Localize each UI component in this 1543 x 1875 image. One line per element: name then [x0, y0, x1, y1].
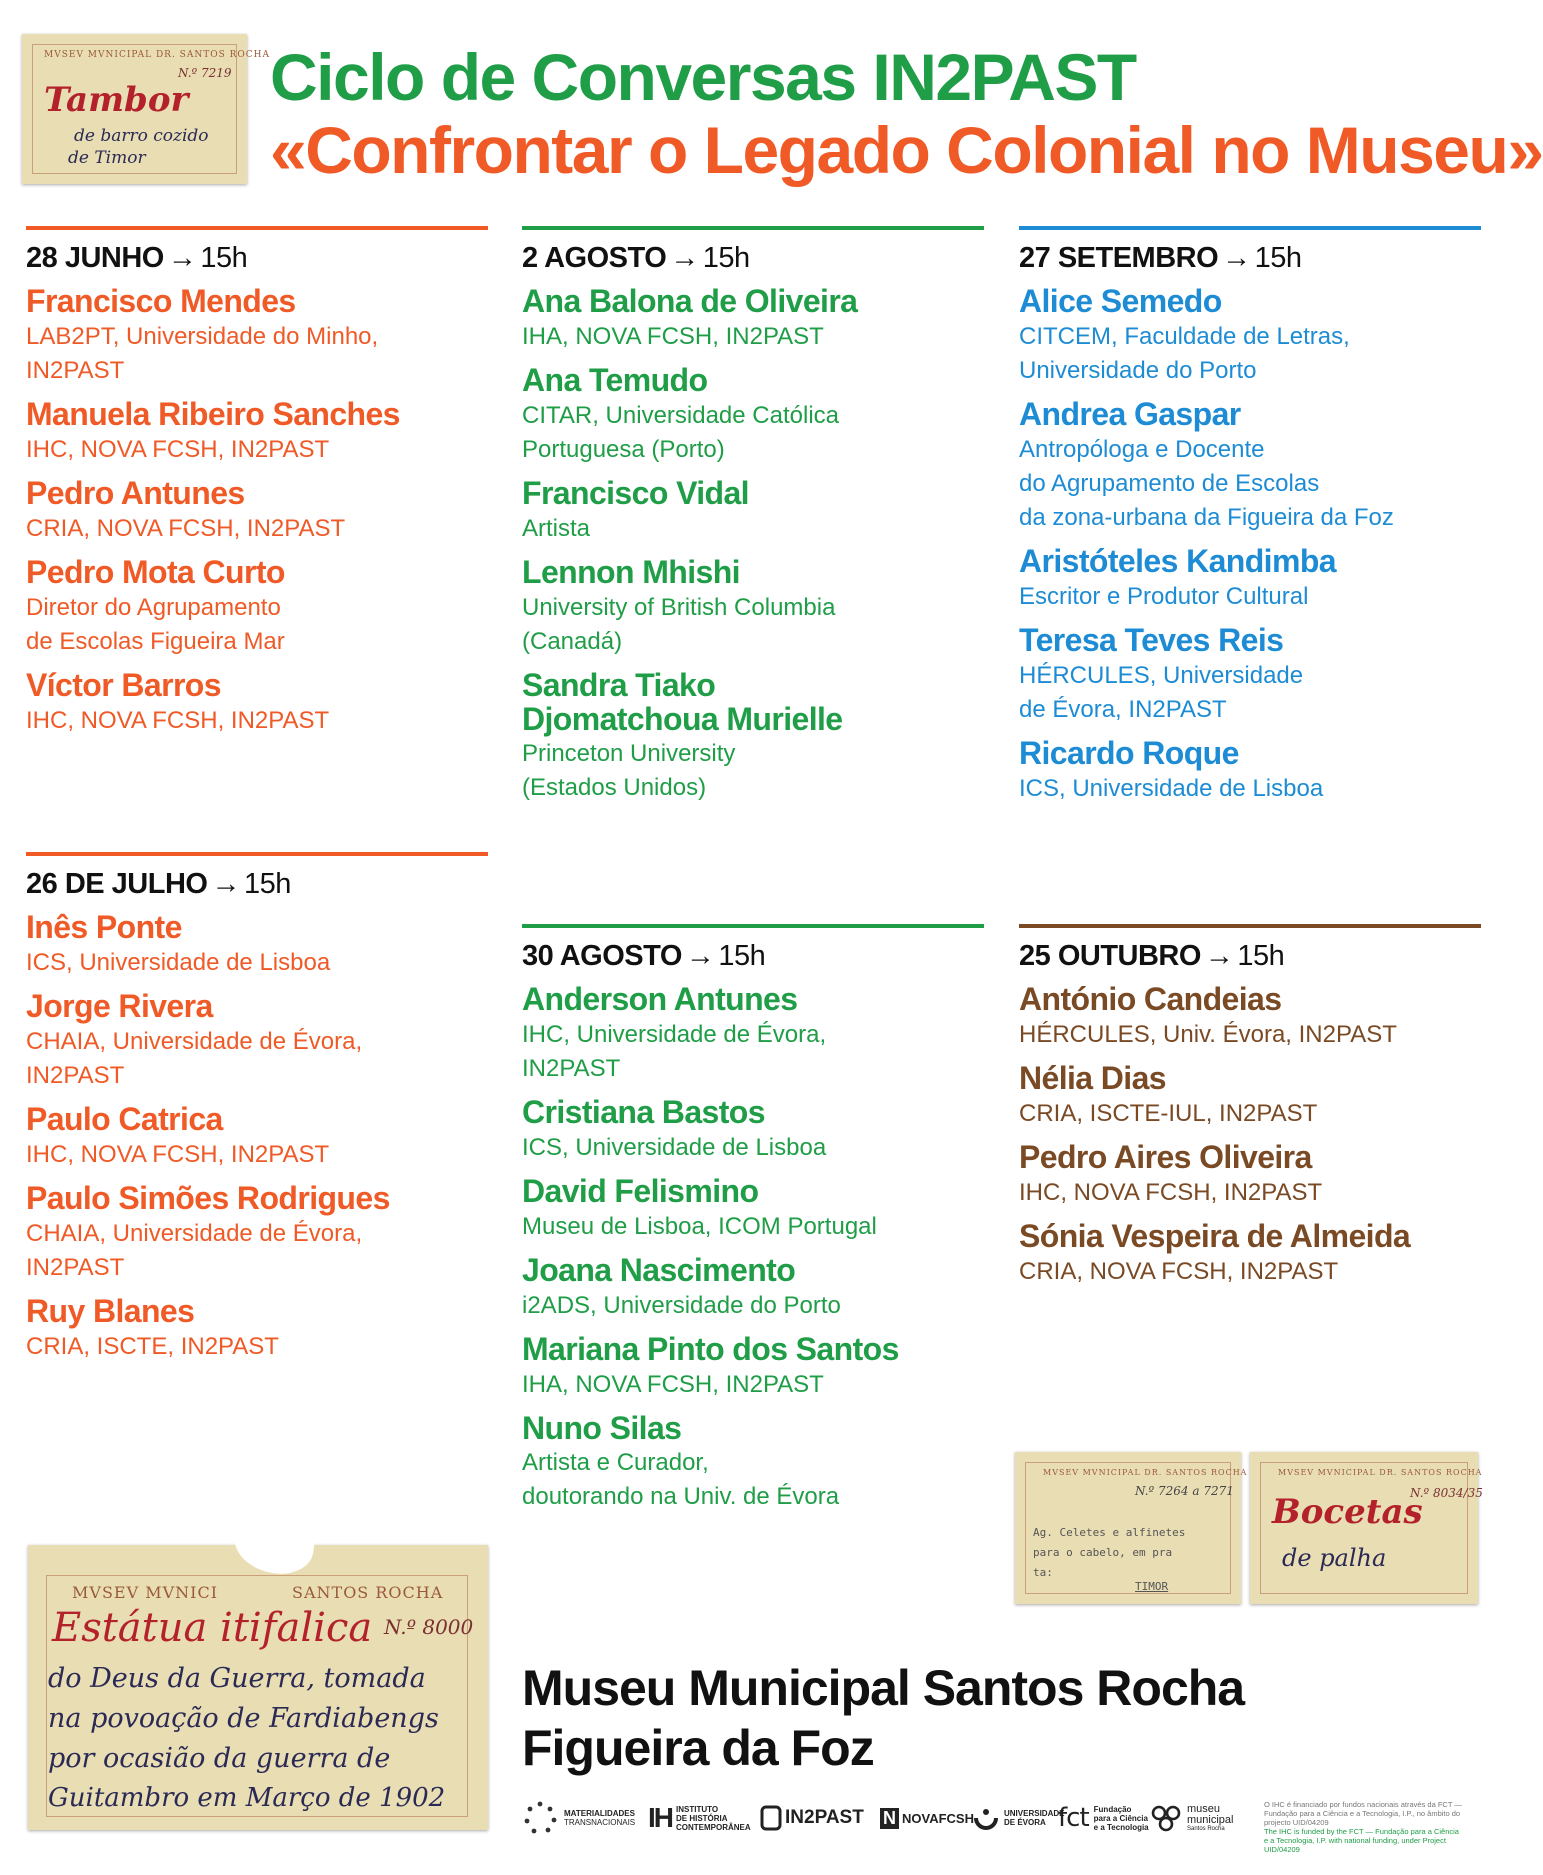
- speaker-affiliation: CHAIA, Universidade de Évora, IN2PAST: [26, 1219, 363, 1281]
- card-handwriting-line-3: na povoação de Fardiabengs: [48, 1703, 439, 1734]
- museum-label-card-alfinetes: [1015, 1452, 1248, 1604]
- speaker-name: Lennon Mhishi: [522, 553, 740, 590]
- speaker-name: Paulo Catrica: [26, 1100, 223, 1137]
- speaker-name: Teresa Teves Reis: [1019, 621, 1284, 658]
- section-rule: [1019, 924, 1481, 928]
- logo-nova-fcsh: N NOVAFCSH: [880, 1800, 974, 1836]
- speaker-name: Alice Semedo: [1019, 283, 1222, 319]
- card-handwriting-line-5: Guitambro em Março de 1902: [48, 1783, 446, 1813]
- arrow-right-icon: →: [1222, 242, 1251, 274]
- speaker: [522, 983, 984, 1086]
- section-rule: [26, 852, 488, 856]
- nova-mark: N: [880, 1808, 899, 1829]
- speaker-affiliation: IHC, NOVA FCSH, IN2PAST: [26, 435, 330, 463]
- speaker-affiliation: IHC, Universidade de Évora, IN2PAST: [522, 1020, 827, 1082]
- speaker-affiliation: ICS, Universidade de Lisboa: [26, 948, 331, 976]
- speaker-name: Ana Balona de Oliveira: [522, 283, 858, 319]
- speaker-name: Sandra Tiako Djomatchoua Murielle: [522, 666, 843, 737]
- speaker: [522, 474, 984, 546]
- speaker-name: Mariana Pinto dos Santos: [522, 1330, 899, 1367]
- speaker: [522, 285, 984, 354]
- speaker-affiliation: IHA, NOVA FCSH, IN2PAST: [522, 1370, 824, 1398]
- speaker: [522, 1093, 984, 1165]
- card-typed-line-1: Ag. Celetes e alfinetes: [1033, 1526, 1186, 1539]
- arrow-right-icon: →: [670, 242, 699, 274]
- card-number: N.º 7264 a 7271: [1135, 1484, 1234, 1498]
- speaker-affiliation: CITCEM, Faculdade de Letras, Universidade do Porto: [1019, 322, 1350, 384]
- card-header-right: SANTOS ROCHA: [292, 1583, 444, 1602]
- card-header-left: MVSEV MVNICI: [72, 1583, 219, 1602]
- speaker: [1019, 1138, 1481, 1210]
- torn-edge: [230, 1510, 317, 1579]
- card-header: MVSEV MVNICIPAL DR. SANTOS ROCHA: [1043, 1468, 1248, 1477]
- session-date: 26 DE JULHO → 15h: [26, 868, 291, 900]
- speaker: [26, 395, 488, 467]
- speaker-affiliation: Museu de Lisboa, ICOM Portugal: [522, 1212, 877, 1240]
- museum-label-card-estatua: [28, 1545, 488, 1830]
- speaker: [26, 553, 488, 659]
- speaker: [26, 1100, 488, 1172]
- funding-notice-pt: O IHC é financiado por fundos nacionais através da FCT — Fundação para a Ciência e a Tecnologia, I.P., no âmbito do projecto UID/04209: [1264, 1800, 1462, 1827]
- speaker-affiliation: i2ADS, Universidade do Porto: [522, 1291, 841, 1319]
- logo-in2past: IN2PAST: [760, 1800, 864, 1836]
- speaker: [26, 1179, 488, 1285]
- speaker: [26, 911, 488, 980]
- session-30-agosto: [522, 924, 984, 1514]
- card-handwriting-line-3: de Timor: [68, 148, 146, 168]
- speaker-affiliation: Princeton University (Estados Unidos): [522, 740, 736, 802]
- section-rule: [1019, 226, 1481, 230]
- speaker: [26, 285, 488, 388]
- speaker: [1019, 734, 1481, 806]
- card-handwriting-line-2: de barro cozido: [74, 126, 209, 146]
- speaker-name: Francisco Mendes: [26, 283, 296, 319]
- speaker-affiliation: IHA, NOVA FCSH, IN2PAST: [522, 322, 824, 350]
- speaker: [1019, 285, 1481, 388]
- speaker: [1019, 983, 1481, 1052]
- speaker-name: David Felismino: [522, 1172, 759, 1209]
- speaker-name: Joana Nascimento: [522, 1251, 796, 1288]
- speaker-name: Andrea Gaspar: [1019, 395, 1241, 432]
- in2past-mark-icon: [760, 1805, 782, 1831]
- speaker: [26, 666, 488, 738]
- card-typed-line-2: para o cabelo, em pra: [1033, 1546, 1173, 1559]
- speaker: [522, 1330, 984, 1402]
- speaker-affiliation: Escritor e Produtor Cultural: [1019, 582, 1309, 610]
- speaker: [522, 361, 984, 467]
- card-number: N.º 8000: [384, 1615, 474, 1639]
- section-rule: [522, 924, 984, 928]
- speaker-name: Ana Temudo: [522, 361, 708, 398]
- arrow-right-icon: →: [1204, 940, 1234, 972]
- speaker-affiliation: IHC, NOVA FCSH, IN2PAST: [1019, 1178, 1323, 1206]
- speaker-name: Francisco Vidal: [522, 474, 749, 511]
- card-handwriting-line-2: de palha: [1282, 1544, 1387, 1572]
- card-typed-line-3: ta:: [1033, 1566, 1053, 1579]
- speaker-affiliation: CRIA, NOVA FCSH, IN2PAST: [26, 514, 346, 542]
- card-handwriting-line-1: Tambor: [44, 80, 189, 120]
- card-number: N.º 7219: [178, 66, 232, 80]
- section-rule: [522, 226, 984, 230]
- card-header: MVSEV MVNICIPAL DR. SANTOS ROCHA: [1278, 1468, 1483, 1477]
- logo-ihc: IH INSTITUTO DE HISTÓRIA CONTEMPORÂNEA: [648, 1802, 751, 1833]
- speaker-affiliation: IHC, NOVA FCSH, IN2PAST: [26, 1140, 330, 1168]
- session-date: 25 OUTUBRO → 15h: [1019, 940, 1285, 972]
- speaker-name: Nélia Dias: [1019, 1059, 1166, 1096]
- speaker-name: Pedro Antunes: [26, 474, 245, 511]
- speaker-affiliation: HÉRCULES, Universidade de Évora, IN2PAST: [1019, 661, 1304, 723]
- speaker-name: Sónia Vespeira de Almeida: [1019, 1217, 1411, 1254]
- session-27-setembro: [1019, 226, 1481, 806]
- speaker: [522, 553, 984, 659]
- poster-title-line-2: «Confrontar o Legado Colonial no Museu»: [270, 113, 1543, 187]
- speaker: [1019, 395, 1481, 535]
- logo-museu-municipal: museu municipal Santos Rocha: [1150, 1800, 1233, 1836]
- speaker-name: Paulo Simões Rodrigues: [26, 1179, 390, 1216]
- speaker-affiliation: ICS, Universidade de Lisboa: [522, 1133, 827, 1161]
- card-handwriting-line-1: Bocetas: [1272, 1492, 1423, 1532]
- speaker-name: Aristóteles Kandimba: [1019, 542, 1336, 579]
- speaker-affiliation: CRIA, NOVA FCSH, IN2PAST: [1019, 1257, 1339, 1285]
- speaker-name: António Candeias: [1019, 981, 1282, 1017]
- session-date: 30 AGOSTO → 15h: [522, 940, 766, 972]
- card-number: N.º 8034/35: [1410, 1486, 1483, 1500]
- card-handwriting-line-2: do Deus da Guerra, tomada: [48, 1663, 426, 1694]
- speaker-affiliation: Artista: [522, 514, 591, 542]
- session-25-outubro: [1019, 924, 1481, 1289]
- speaker: [522, 1409, 984, 1515]
- speaker-name: Anderson Antunes: [522, 981, 798, 1017]
- speaker: [1019, 1059, 1481, 1131]
- session-28-junho: [26, 226, 488, 738]
- speaker: [26, 987, 488, 1093]
- section-rule: [26, 226, 488, 230]
- speaker-name: Jorge Rivera: [26, 987, 213, 1024]
- speaker-affiliation: Antropóloga e Docente do Agrupamento de Escolas da zona-urbana da Figueira da Foz: [1019, 435, 1394, 531]
- speaker-affiliation: LAB2PT, Universidade do Minho, IN2PAST: [26, 322, 379, 384]
- materialidades-mark-icon: [522, 1800, 558, 1836]
- speaker-affiliation: IHC, NOVA FCSH, IN2PAST: [26, 706, 330, 734]
- speaker: [522, 1172, 984, 1244]
- logo-materialidades-transnacionais: MATERIALIDADES TRANSNACIONAIS: [522, 1800, 635, 1836]
- museu-mark-icon: [1150, 1803, 1184, 1833]
- evora-mark-icon: [972, 1804, 1000, 1832]
- logo-fct: fct Fundação para a Ciência e a Tecnologia: [1058, 1803, 1149, 1833]
- session-date: 27 SETEMBRO → 15h: [1019, 242, 1302, 274]
- poster-title-line-1: Ciclo de Conversas IN2PAST: [270, 40, 1136, 114]
- speaker-affiliation: HÉRCULES, Univ. Évora, IN2PAST: [1019, 1020, 1397, 1048]
- session-26-de-julho: [26, 852, 488, 1364]
- speaker-name: Pedro Mota Curto: [26, 553, 285, 590]
- speaker-affiliation: CHAIA, Universidade de Évora, IN2PAST: [26, 1027, 363, 1089]
- session-date: 2 AGOSTO → 15h: [522, 242, 750, 274]
- speaker: [1019, 542, 1481, 614]
- card-header: MVSEV MVNICIPAL DR. SANTOS ROCHA: [44, 50, 271, 60]
- session-2-agosto: [522, 226, 984, 805]
- funding-notice: [1264, 1800, 1464, 1854]
- speaker-name: Ruy Blanes: [26, 1292, 195, 1329]
- speaker-name: Inês Ponte: [26, 909, 182, 945]
- speaker: [1019, 1217, 1481, 1289]
- speaker-name: Manuela Ribeiro Sanches: [26, 395, 400, 432]
- museum-label-card-tambor: [22, 34, 271, 184]
- speaker: [26, 1292, 488, 1364]
- speaker-affiliation: Diretor do Agrupamento de Escolas Figueira Mar: [26, 593, 285, 655]
- funding-notice-en: The IHC is funded by the FCT — Fundação para a Ciência e a Tecnologia, I.P. with national funding, under Project UID/04209: [1264, 1827, 1459, 1854]
- arrow-right-icon: →: [167, 242, 197, 274]
- speaker: [522, 666, 984, 806]
- speaker-name: Cristiana Bastos: [522, 1093, 765, 1130]
- arrow-right-icon: →: [211, 868, 240, 900]
- speaker-affiliation: CRIA, ISCTE-IUL, IN2PAST: [1019, 1099, 1318, 1127]
- speaker: [1019, 621, 1481, 727]
- speaker: [522, 1251, 984, 1323]
- speaker-affiliation: Artista e Curador, doutorando na Univ. de Évora: [522, 1449, 840, 1511]
- logo-universidade-de-evora: UNIVERSIDADE DE ÉVORA: [972, 1800, 1064, 1836]
- card-typed-line-4: TIMOR: [1135, 1580, 1169, 1593]
- speaker-name: Pedro Aires Oliveira: [1019, 1138, 1312, 1175]
- speaker-name: Víctor Barros: [26, 666, 221, 703]
- speaker: [26, 474, 488, 546]
- arrow-right-icon: →: [685, 940, 715, 972]
- museum-name-line-2: Figueira da Foz: [522, 1720, 874, 1776]
- card-handwriting-line-1: Estátua itifalica: [52, 1605, 373, 1651]
- speaker-affiliation: ICS, Universidade de Lisboa: [1019, 774, 1324, 802]
- ihc-mark: IH: [648, 1802, 672, 1833]
- speaker-name: Nuno Silas: [522, 1409, 682, 1446]
- museum-name-line-1: Museu Municipal Santos Rocha: [522, 1660, 1245, 1716]
- speaker-affiliation: CRIA, ISCTE, IN2PAST: [26, 1332, 279, 1360]
- museum-label-card-bocetas: [1250, 1452, 1483, 1604]
- speaker-affiliation: CITAR, Universidade Católica Portuguesa (Porto): [522, 401, 840, 463]
- session-date: 28 JUNHO → 15h: [26, 242, 248, 274]
- speaker-affiliation: University of British Columbia (Canadá): [522, 593, 836, 655]
- speaker-name: Ricardo Roque: [1019, 734, 1239, 771]
- card-handwriting-line-4: por ocasião da guerra de: [48, 1743, 391, 1774]
